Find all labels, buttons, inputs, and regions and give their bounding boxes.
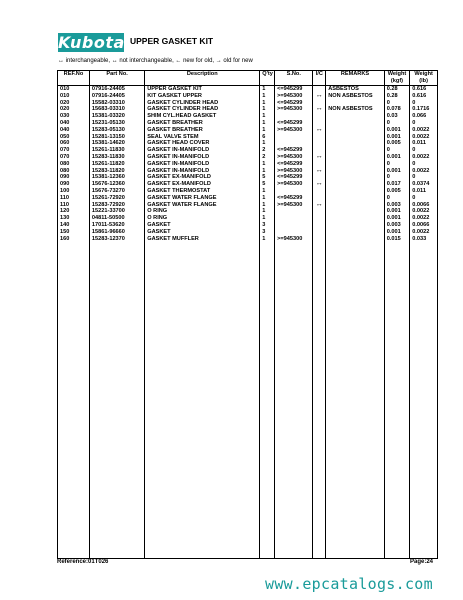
cell-part-no: 07916-24405 xyxy=(89,93,144,100)
cell-remarks xyxy=(326,120,385,127)
cell-ic xyxy=(313,195,326,202)
table-row xyxy=(58,100,438,107)
cell-part-no: 15381-14620 xyxy=(89,140,144,147)
cell-remarks xyxy=(326,113,385,120)
cell-description: GASKET EX-MANIFOLD xyxy=(145,174,260,181)
cell-part-no: 15283-11820 xyxy=(89,168,144,175)
cell-weight-kgf: 0.03 xyxy=(384,113,410,120)
cell-description: GASKET MUFFLER xyxy=(145,236,260,243)
cell-ref: 060 xyxy=(58,140,90,147)
cell-weight-kgf: 0 xyxy=(384,120,410,127)
cell-remarks xyxy=(326,229,385,236)
table-row xyxy=(58,113,438,120)
cell-remarks: NON ASBESTOS xyxy=(326,106,385,113)
cell-description: UPPER GASKET KIT xyxy=(145,86,260,93)
cell-weight-lb: 0.0022 xyxy=(410,215,438,222)
cell-ic xyxy=(313,120,326,127)
cell-serial-no: >=945300 xyxy=(275,93,313,100)
kubota-logo: Kubota xyxy=(58,33,125,52)
cell-weight-lb: 0.033 xyxy=(410,236,438,243)
cell-part-no: 15231-05130 xyxy=(89,120,144,127)
cell-description: GASKET IN-MANIFOLD xyxy=(145,161,260,168)
reference-code: Reference:01T026 xyxy=(57,559,109,565)
cell-serial-no xyxy=(275,134,313,141)
cell-weight-lb: 0.066 xyxy=(410,113,438,120)
cell-weight-lb: 0.1716 xyxy=(410,106,438,113)
cell-weight-lb: 0 xyxy=(410,174,438,181)
cell-serial-no xyxy=(275,208,313,215)
table-row xyxy=(58,208,438,215)
cell-ref: 070 xyxy=(58,154,90,161)
cell-remarks xyxy=(326,188,385,195)
cell-qty: 1 xyxy=(260,215,275,222)
cell-weight-kgf: 0 xyxy=(384,100,410,107)
cell-ref: 110 xyxy=(58,202,90,209)
cell-qty: 1 xyxy=(260,106,275,113)
cell-serial-no: >=945300 xyxy=(275,127,313,134)
cell-serial-no: <=945299 xyxy=(275,86,313,93)
blank-cell xyxy=(384,242,410,559)
cell-ic xyxy=(313,229,326,236)
cell-ref: 010 xyxy=(58,86,90,93)
cell-description: KIT GASKET UPPER xyxy=(145,93,260,100)
cell-weight-lb: 0.0022 xyxy=(410,168,438,175)
cell-serial-no xyxy=(275,113,313,120)
cell-remarks xyxy=(326,147,385,154)
cell-ic xyxy=(313,113,326,120)
cell-serial-no: >=945300 xyxy=(275,236,313,243)
cell-remarks xyxy=(326,154,385,161)
cell-description: GASKET HEAD COVER xyxy=(145,140,260,147)
table-row xyxy=(58,236,438,243)
blank-cell xyxy=(58,242,90,559)
page-number: Page:24 xyxy=(410,559,434,565)
cell-ic xyxy=(313,161,326,168)
cell-serial-no: <=945299 xyxy=(275,195,313,202)
cell-ic: ↔ xyxy=(313,154,326,161)
cell-ref: 080 xyxy=(58,168,90,175)
cell-ref: 070 xyxy=(58,147,90,154)
cell-description: GASKET BREATHER xyxy=(145,127,260,134)
column-header-serial-no: S.No. xyxy=(275,71,313,86)
cell-part-no: 15261-11820 xyxy=(89,161,144,168)
cell-qty: 5 xyxy=(260,174,275,181)
parts-table-body xyxy=(58,86,438,559)
cell-description: GASKET CYLINDER HEAD xyxy=(145,106,260,113)
blank-cell xyxy=(326,242,385,559)
cell-weight-kgf: 0.001 xyxy=(384,134,410,141)
cell-weight-kgf: 0.078 xyxy=(384,106,410,113)
cell-weight-kgf: 0.001 xyxy=(384,229,410,236)
cell-remarks xyxy=(326,140,385,147)
cell-serial-no: >=945300 xyxy=(275,202,313,209)
table-row xyxy=(58,168,438,175)
cell-weight-kgf: 0 xyxy=(384,195,410,202)
cell-description: O RING xyxy=(145,208,260,215)
cell-qty: 1 xyxy=(260,202,275,209)
cell-ic xyxy=(313,236,326,243)
cell-weight-kgf: 0.003 xyxy=(384,222,410,229)
cell-ref: 020 xyxy=(58,106,90,113)
cell-qty: 1 xyxy=(260,113,275,120)
cell-weight-lb: 0.0022 xyxy=(410,208,438,215)
cell-serial-no: >=945300 xyxy=(275,106,313,113)
cell-ref: 150 xyxy=(58,229,90,236)
column-header-ref: REF.No xyxy=(58,71,90,86)
cell-serial-no: <=945299 xyxy=(275,147,313,154)
cell-weight-lb: 0 xyxy=(410,100,438,107)
cell-part-no: 15283-72920 xyxy=(89,202,144,209)
cell-part-no: 15283-12370 xyxy=(89,236,144,243)
interchangeability-legend: ↔ interchangeable, ↔ not interchangeable, ← new for old, → old for new xyxy=(58,58,253,64)
cell-ref: 130 xyxy=(58,215,90,222)
cell-serial-no: <=945299 xyxy=(275,120,313,127)
cell-remarks xyxy=(326,100,385,107)
cell-ic: ↔ xyxy=(313,93,326,100)
cell-weight-lb: 0.0066 xyxy=(410,202,438,209)
table-row xyxy=(58,120,438,127)
table-row xyxy=(58,106,438,113)
column-header-ic: I/C xyxy=(313,71,326,86)
cell-part-no: 15676-73270 xyxy=(89,188,144,195)
cell-weight-kgf: 0.001 xyxy=(384,215,410,222)
cell-qty: 1 xyxy=(260,208,275,215)
cell-qty: 1 xyxy=(260,236,275,243)
cell-ref: 090 xyxy=(58,181,90,188)
cell-ref: 090 xyxy=(58,174,90,181)
cell-serial-no xyxy=(275,140,313,147)
cell-weight-lb: 0.0066 xyxy=(410,222,438,229)
cell-weight-kgf: 0 xyxy=(384,147,410,154)
blank-cell xyxy=(145,242,260,559)
cell-description: GASKET IN-MANIFOLD xyxy=(145,154,260,161)
cell-weight-lb: 0.0022 xyxy=(410,154,438,161)
cell-weight-lb: 0 xyxy=(410,161,438,168)
cell-weight-kgf: 0.003 xyxy=(384,202,410,209)
cell-ref: 050 xyxy=(58,134,90,141)
cell-serial-no xyxy=(275,229,313,236)
parts-table xyxy=(57,70,438,559)
cell-remarks xyxy=(326,208,385,215)
cell-part-no: 15381-12360 xyxy=(89,174,144,181)
cell-ic: ↔ xyxy=(313,106,326,113)
cell-qty: 2 xyxy=(260,154,275,161)
table-row xyxy=(58,147,438,154)
cell-qty: 1 xyxy=(260,168,275,175)
cell-weight-kgf: 0.28 xyxy=(384,86,410,93)
cell-remarks xyxy=(326,174,385,181)
cell-ic xyxy=(313,100,326,107)
blank-cell xyxy=(275,242,313,559)
cell-remarks xyxy=(326,181,385,188)
cell-weight-lb: 0.616 xyxy=(410,93,438,100)
table-row xyxy=(58,188,438,195)
cell-qty: 1 xyxy=(260,188,275,195)
cell-part-no: 15261-72920 xyxy=(89,195,144,202)
table-row xyxy=(58,93,438,100)
cell-weight-lb: 0.0022 xyxy=(410,229,438,236)
column-header-description: Description xyxy=(145,71,260,86)
table-row xyxy=(58,86,438,93)
blank-cell xyxy=(410,242,438,559)
cell-qty: 1 xyxy=(260,140,275,147)
cell-description: GASKET xyxy=(145,222,260,229)
cell-description: GASKET WATER FLANGE xyxy=(145,202,260,209)
cell-ic: ↔ xyxy=(313,202,326,209)
cell-qty: 5 xyxy=(260,181,275,188)
cell-qty: 3 xyxy=(260,229,275,236)
cell-weight-lb: 0.0022 xyxy=(410,127,438,134)
table-row xyxy=(58,195,438,202)
cell-part-no: 15861-96660 xyxy=(89,229,144,236)
cell-remarks xyxy=(326,161,385,168)
cell-description: GASKET IN-MANIFOLD xyxy=(145,147,260,154)
cell-qty: 1 xyxy=(260,86,275,93)
cell-remarks xyxy=(326,127,385,134)
cell-ic xyxy=(313,140,326,147)
cell-part-no: 15582-03310 xyxy=(89,100,144,107)
cell-remarks xyxy=(326,195,385,202)
cell-description: GASKET WATER FLANGE xyxy=(145,195,260,202)
cell-ic xyxy=(313,86,326,93)
cell-ref: 140 xyxy=(58,222,90,229)
cell-ref: 010 xyxy=(58,93,90,100)
cell-weight-lb: 0.0022 xyxy=(410,134,438,141)
cell-part-no: 17011-53620 xyxy=(89,222,144,229)
cell-description: GASKET BREATHER xyxy=(145,120,260,127)
table-row xyxy=(58,127,438,134)
cell-qty: 1 xyxy=(260,120,275,127)
cell-qty: 3 xyxy=(260,222,275,229)
cell-weight-kgf: 0.001 xyxy=(384,127,410,134)
table-blank-area xyxy=(58,242,438,559)
cell-remarks xyxy=(326,202,385,209)
cell-description: SEAL VALVE STEM xyxy=(145,134,260,141)
cell-serial-no: >=945300 xyxy=(275,181,313,188)
table-header-row xyxy=(58,71,438,86)
cell-serial-no: <=945299 xyxy=(275,161,313,168)
cell-weight-kgf: 0.001 xyxy=(384,154,410,161)
cell-weight-kgf: 0.28 xyxy=(384,93,410,100)
blank-cell xyxy=(260,242,275,559)
cell-ic xyxy=(313,208,326,215)
cell-ref: 040 xyxy=(58,120,90,127)
cell-part-no: 15283-05130 xyxy=(89,127,144,134)
cell-ref: 120 xyxy=(58,208,90,215)
table-row xyxy=(58,181,438,188)
cell-weight-kgf: 0.017 xyxy=(384,181,410,188)
blank-cell xyxy=(89,242,144,559)
cell-ic xyxy=(313,134,326,141)
cell-ref: 160 xyxy=(58,236,90,243)
cell-qty: 1 xyxy=(260,100,275,107)
cell-description: GASKET CYLINDER HEAD xyxy=(145,100,260,107)
cell-ref: 110 xyxy=(58,195,90,202)
cell-weight-kgf: 0 xyxy=(384,161,410,168)
table-row xyxy=(58,222,438,229)
column-header-part-no: Part No. xyxy=(89,71,144,86)
cell-weight-kgf: 0.005 xyxy=(384,188,410,195)
cell-description: GASKET xyxy=(145,229,260,236)
cell-ic xyxy=(313,174,326,181)
cell-weight-lb: 0.011 xyxy=(410,188,438,195)
cell-qty: 6 xyxy=(260,134,275,141)
cell-remarks xyxy=(326,215,385,222)
cell-weight-kgf: 0 xyxy=(384,174,410,181)
cell-part-no: 15281-13150 xyxy=(89,134,144,141)
cell-serial-no: <=945299 xyxy=(275,100,313,107)
column-header-qty: Q'ty xyxy=(260,71,275,86)
cell-weight-lb: 0.616 xyxy=(410,86,438,93)
cell-ic xyxy=(313,222,326,229)
cell-part-no: 15261-11830 xyxy=(89,147,144,154)
cell-ref: 020 xyxy=(58,100,90,107)
cell-part-no: 04811-50500 xyxy=(89,215,144,222)
cell-part-no: 07916-24405 xyxy=(89,86,144,93)
cell-serial-no xyxy=(275,188,313,195)
table-row xyxy=(58,161,438,168)
cell-weight-kgf: 0.001 xyxy=(384,208,410,215)
cell-ic xyxy=(313,188,326,195)
cell-weight-lb: 0.011 xyxy=(410,140,438,147)
cell-weight-kgf: 0.005 xyxy=(384,140,410,147)
cell-qty: 1 xyxy=(260,93,275,100)
cell-ref: 080 xyxy=(58,161,90,168)
page-title: UPPER GASKET KIT xyxy=(130,36,214,46)
cell-ic xyxy=(313,147,326,154)
cell-weight-lb: 0 xyxy=(410,147,438,154)
cell-part-no: 15676-12360 xyxy=(89,181,144,188)
cell-part-no: 15283-11830 xyxy=(89,154,144,161)
cell-description: SHIM CYL.HEAD GASKET xyxy=(145,113,260,120)
cell-weight-kgf: 0.001 xyxy=(384,168,410,175)
table-row xyxy=(58,229,438,236)
cell-remarks xyxy=(326,134,385,141)
cell-serial-no: >=945300 xyxy=(275,168,313,175)
table-row xyxy=(58,174,438,181)
cell-serial-no xyxy=(275,215,313,222)
column-header-weight-kgf: Weight (kgf) xyxy=(384,71,410,86)
cell-remarks xyxy=(326,236,385,243)
cell-qty: 1 xyxy=(260,161,275,168)
table-row xyxy=(58,140,438,147)
cell-remarks xyxy=(326,168,385,175)
watermark-text: www.epcatalogs.com xyxy=(265,575,433,593)
cell-ref: 040 xyxy=(58,127,90,134)
cell-ic: ↔ xyxy=(313,168,326,175)
cell-serial-no: <=945299 xyxy=(275,174,313,181)
column-header-weight-lb: Weight (lb) xyxy=(410,71,438,86)
table-row xyxy=(58,202,438,209)
cell-serial-no: >=945300 xyxy=(275,154,313,161)
cell-description: GASKET IN-MANIFOLD xyxy=(145,168,260,175)
cell-remarks xyxy=(326,222,385,229)
cell-qty: 2 xyxy=(260,147,275,154)
cell-part-no: 15381-03320 xyxy=(89,113,144,120)
table-row xyxy=(58,154,438,161)
blank-cell xyxy=(313,242,326,559)
cell-description: O RING xyxy=(145,215,260,222)
cell-ref: 030 xyxy=(58,113,90,120)
table-row xyxy=(58,215,438,222)
cell-qty: 1 xyxy=(260,195,275,202)
cell-part-no: 15683-03310 xyxy=(89,106,144,113)
cell-description: GASKET THERMOSTAT xyxy=(145,188,260,195)
cell-part-no: 15221-33700 xyxy=(89,208,144,215)
cell-weight-lb: 0 xyxy=(410,120,438,127)
cell-description: GASKET EX-MANIFOLD xyxy=(145,181,260,188)
table-row xyxy=(58,134,438,141)
cell-qty: 1 xyxy=(260,127,275,134)
cell-weight-kgf: 0.015 xyxy=(384,236,410,243)
cell-ic: ↔ xyxy=(313,127,326,134)
cell-remarks: ASBESTOS xyxy=(326,86,385,93)
cell-weight-lb: 0 xyxy=(410,195,438,202)
cell-ic: ↔ xyxy=(313,181,326,188)
cell-remarks: NON ASBESTOS xyxy=(326,93,385,100)
column-header-remarks: REMARKS xyxy=(326,71,385,86)
cell-weight-lb: 0.0374 xyxy=(410,181,438,188)
cell-serial-no xyxy=(275,222,313,229)
cell-ref: 100 xyxy=(58,188,90,195)
cell-ic xyxy=(313,215,326,222)
